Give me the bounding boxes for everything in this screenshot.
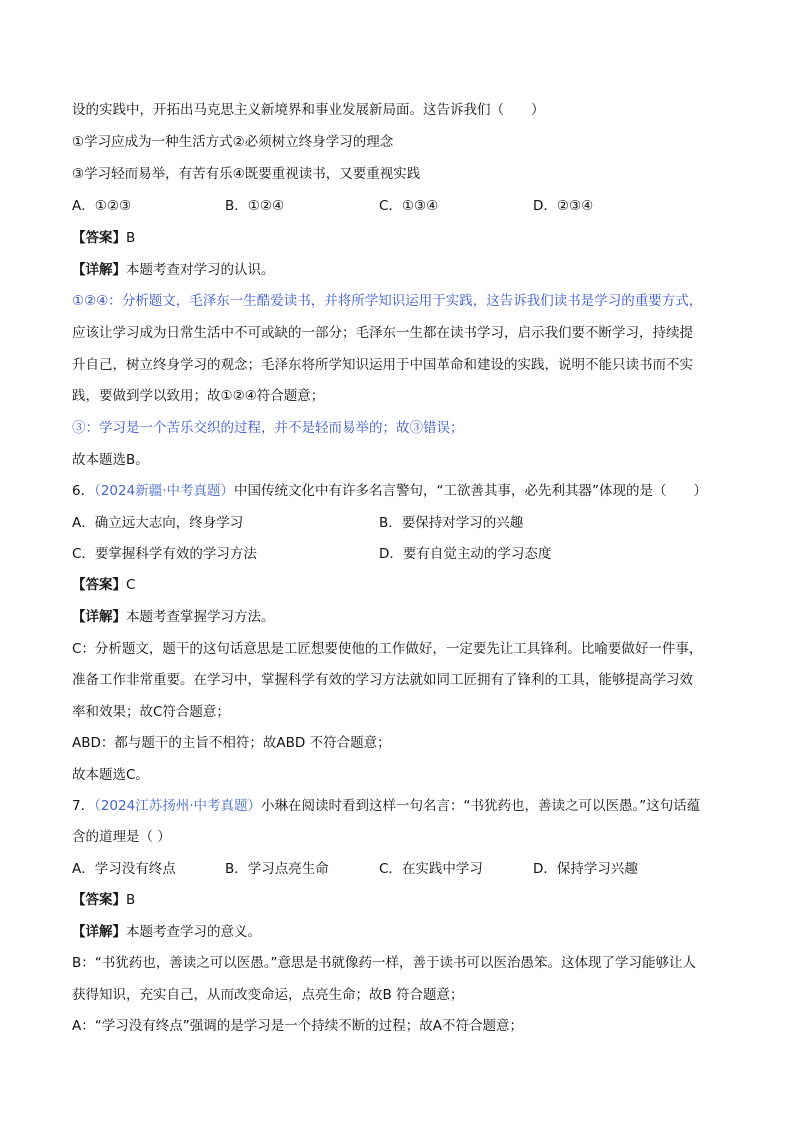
- q5-statements-line2: ③学习轻而易举，有苦有乐④既要重视读书，又要重视实践: [72, 166, 421, 182]
- q7-option-d: D．保持学习兴趣: [533, 861, 638, 877]
- q7-stem-line2: 含的道理是（ ）: [72, 829, 171, 845]
- answer-label: 【答案】: [72, 230, 126, 246]
- q5-stem-end: 设的实践中，开拓出马克思主义新境界和事业发展新局面。这告诉我们（ ）: [72, 102, 545, 118]
- answer-value: C: [126, 577, 136, 593]
- q7-source: （2024江苏扬州·中考真题）: [94, 798, 261, 814]
- q6-analysis-line: 率和效果；故C符合题意；: [72, 704, 230, 720]
- q7-stem-text: 小琳在阅读时看到这样一句名言：“书犹药也，善读之可以医愚。”这句话蕴: [261, 798, 701, 814]
- detail-label: 【详解】: [72, 262, 126, 278]
- q6-analysis-line: C：分析题文，题干的这句话意思是工匠想要使他的工作做好，一定要先让工具锋利。比喻要做好一件事，: [72, 641, 703, 657]
- q7-stem-line1: [72, 797, 700, 815]
- q5-wrong-analysis: ③：学习是一个苦乐交织的过程，并不是轻而易举的；故③错误；: [72, 420, 464, 436]
- q5-conclusion: 故本题选B。: [72, 452, 149, 468]
- q7-detail: [72, 923, 261, 941]
- q6-stem-text: 中国传统文化中有许多名言警句，“工欲善其事，必先利其器”体现的是（ ）: [234, 483, 707, 499]
- q7-number: 7．: [72, 798, 95, 814]
- q5-analysis-line: ①②④：分析题文，毛泽东一生酷爱读书，并将所学知识运用于实践，这告诉我们读书是学习的重要方式，: [72, 293, 703, 309]
- q5-analysis-line: 践，要做到学以致用；故①②④符合题意；: [72, 388, 325, 404]
- q7-option-b: B．学习点亮生命: [225, 861, 329, 877]
- q6-option-a: A．确立远大志向，终身学习: [72, 515, 244, 531]
- q6-wrong-analysis: ABD：都与题干的主旨不相符；故ABD 不符合题意；: [72, 735, 391, 751]
- detail-intro: 本题考查对学习的认识。: [126, 262, 275, 278]
- q5-option-b: B．①②④: [225, 198, 285, 214]
- q6-answer: [72, 576, 135, 594]
- q6-number: 6．: [72, 483, 95, 499]
- q5-answer: [72, 229, 135, 247]
- q7-analysis-line: 获得知识，充实自己，从而改变命运，点亮生命；故B 符合题意；: [72, 987, 464, 1003]
- answer-value: B: [126, 892, 136, 908]
- q6-option-c: C．要掌握科学有效的学习方法: [72, 546, 257, 562]
- q7-analysis-line: B：“书犹药也，善读之可以医愚。”意思是书就像药一样，善于读书可以医治愚笨。这体现了学习能够让人: [72, 955, 696, 971]
- q5-analysis-line: 升自己，树立终身学习的观念；毛泽东将所学知识运用于中国革命和建设的实践，说明不能只读书而不实: [72, 357, 693, 373]
- answer-value: B: [126, 230, 136, 246]
- q7-option-c: C．在实践中学习: [379, 861, 483, 877]
- answer-label: 【答案】: [72, 892, 126, 908]
- q5-option-d: D．②③④: [533, 198, 594, 214]
- detail-label: 【详解】: [72, 924, 126, 940]
- q7-answer: [72, 891, 135, 909]
- detail-intro: 本题考查掌握学习方法。: [126, 609, 275, 625]
- q6-analysis-line: 准备工作非常重要。在学习中，掌握科学有效的学习方法就如同工匠拥有了锋利的工具，能够提高学习效: [72, 672, 693, 688]
- q6-stem: [72, 482, 707, 500]
- q5-option-a: A．①②③: [72, 198, 132, 214]
- detail-label: 【详解】: [72, 609, 126, 625]
- answer-label: 【答案】: [72, 577, 126, 593]
- q5-analysis-line: 应该让学习成为日常生活中不可或缺的一部分；毛泽东一生都在读书学习，启示我们要不断学习，持续提: [72, 325, 693, 341]
- q5-statements-line1: ①学习应成为一种生活方式②必须树立终身学习的理念: [72, 134, 394, 150]
- q6-source: （2024新疆·中考真题）: [94, 483, 234, 499]
- q5-option-c: C．①③④: [379, 198, 439, 214]
- q5-detail: [72, 261, 275, 279]
- q7-wrong-analysis: A：“学习没有终点”强调的是学习是一个持续不断的过程；故A不符合题意；: [72, 1018, 523, 1034]
- q6-option-d: D．要有自觉主动的学习态度: [379, 546, 552, 562]
- q6-detail: [72, 608, 275, 626]
- q7-option-a: A．学习没有终点: [72, 861, 176, 877]
- q6-conclusion: 故本题选C。: [72, 767, 149, 783]
- q6-option-b: B．要保持对学习的兴趣: [379, 515, 524, 531]
- detail-intro: 本题考查学习的意义。: [126, 924, 261, 940]
